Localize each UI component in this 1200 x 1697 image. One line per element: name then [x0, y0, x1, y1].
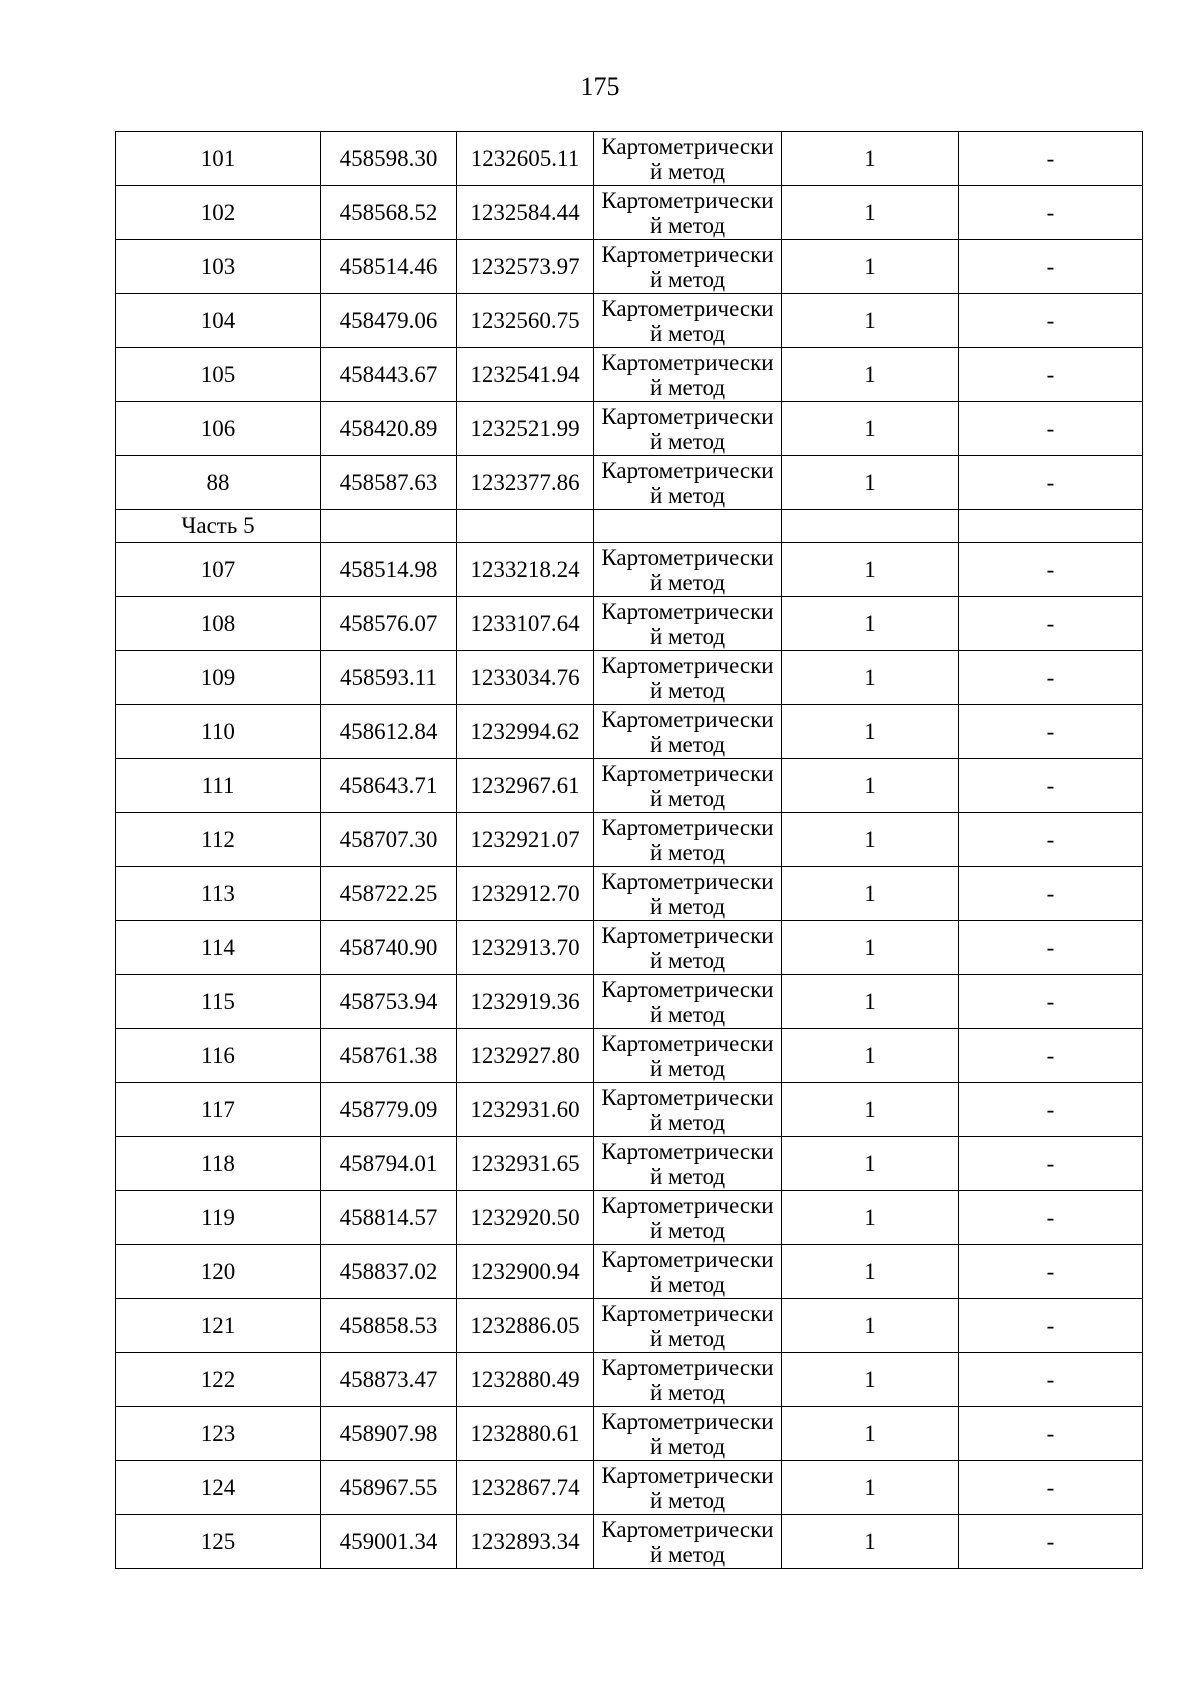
- point-number-cell: 104: [116, 294, 321, 348]
- table-row: [116, 1407, 1143, 1461]
- point-number-cell: 116: [116, 1029, 321, 1083]
- method-cell: [594, 1461, 782, 1515]
- page-number: 175: [580, 72, 620, 101]
- method-text-line1: Картометрически: [601, 1192, 774, 1218]
- table-row: [116, 1353, 1143, 1407]
- method-cell: [594, 1137, 782, 1191]
- method-text-line1: Картометрически: [601, 1138, 774, 1164]
- table-row: [116, 402, 1143, 456]
- table-row: [116, 240, 1143, 294]
- y-coordinate-cell: 1232931.60: [457, 1083, 594, 1137]
- accuracy-cell: 1: [782, 1299, 959, 1353]
- description-cell: -: [959, 867, 1143, 921]
- table-row: [116, 813, 1143, 867]
- point-number-cell: 123: [116, 1407, 321, 1461]
- method-text-line1: Картометрически: [601, 1084, 774, 1110]
- part-header-row: [116, 510, 1143, 543]
- description-cell: -: [959, 456, 1143, 510]
- x-coordinate-cell: 458837.02: [321, 1245, 457, 1299]
- point-number-cell: 113: [116, 867, 321, 921]
- point-number-cell: 120: [116, 1245, 321, 1299]
- method-text-line1: Картометрически: [601, 652, 774, 678]
- table-row: [116, 132, 1143, 186]
- description-cell: -: [959, 294, 1143, 348]
- method-cell: [594, 921, 782, 975]
- table-row: [116, 1083, 1143, 1137]
- method-text-line1: Картометрически: [601, 1246, 774, 1272]
- description-cell: -: [959, 1407, 1143, 1461]
- method-text-line2: й метод: [649, 1487, 726, 1513]
- accuracy-cell: 1: [782, 240, 959, 294]
- table-row: [116, 1515, 1143, 1569]
- table-row: [116, 705, 1143, 759]
- y-coordinate-cell: 1233218.24: [457, 543, 594, 597]
- method-text-line2: й метод: [649, 1109, 726, 1135]
- method-cell: [594, 294, 782, 348]
- point-number-cell: 112: [116, 813, 321, 867]
- method-cell: [594, 348, 782, 402]
- empty-cell: [321, 510, 457, 543]
- x-coordinate-cell: 458587.63: [321, 456, 457, 510]
- description-cell: -: [959, 186, 1143, 240]
- method-text-line1: Картометрически: [601, 544, 774, 570]
- accuracy-cell: 1: [782, 294, 959, 348]
- method-text-line2: й метод: [649, 1001, 726, 1027]
- description-cell: -: [959, 543, 1143, 597]
- point-number-cell: 124: [116, 1461, 321, 1515]
- accuracy-cell: 1: [782, 1137, 959, 1191]
- y-coordinate-cell: 1232927.80: [457, 1029, 594, 1083]
- method-text-line2: й метод: [649, 1271, 726, 1297]
- table-row: [116, 543, 1143, 597]
- x-coordinate-cell: 458967.55: [321, 1461, 457, 1515]
- empty-cell: [457, 510, 594, 543]
- description-cell: -: [959, 402, 1143, 456]
- x-coordinate-cell: 458858.53: [321, 1299, 457, 1353]
- x-coordinate-cell: 458907.98: [321, 1407, 457, 1461]
- empty-cell: [594, 510, 782, 543]
- accuracy-cell: 1: [782, 1191, 959, 1245]
- y-coordinate-cell: 1232867.74: [457, 1461, 594, 1515]
- method-text-line1: Картометрически: [601, 976, 774, 1002]
- table-row: [116, 1191, 1143, 1245]
- method-text-line2: й метод: [649, 374, 726, 400]
- point-number-cell: 122: [116, 1353, 321, 1407]
- table-row: [116, 1299, 1143, 1353]
- description-cell: -: [959, 1029, 1143, 1083]
- table-row: [116, 759, 1143, 813]
- method-text-line2: й метод: [649, 677, 726, 703]
- method-cell: [594, 186, 782, 240]
- method-text-line1: Картометрически: [601, 1462, 774, 1488]
- y-coordinate-cell: 1232605.11: [457, 132, 594, 186]
- y-coordinate-cell: 1232913.70: [457, 921, 594, 975]
- x-coordinate-cell: 458707.30: [321, 813, 457, 867]
- table-row: [116, 651, 1143, 705]
- accuracy-cell: 1: [782, 1407, 959, 1461]
- y-coordinate-cell: 1233107.64: [457, 597, 594, 651]
- method-cell: [594, 1191, 782, 1245]
- x-coordinate-cell: 458794.01: [321, 1137, 457, 1191]
- method-text-line1: Картометрически: [601, 1408, 774, 1434]
- description-cell: -: [959, 921, 1143, 975]
- point-number-cell: 119: [116, 1191, 321, 1245]
- x-coordinate-cell: 458593.11: [321, 651, 457, 705]
- y-coordinate-cell: 1232967.61: [457, 759, 594, 813]
- x-coordinate-cell: 458598.30: [321, 132, 457, 186]
- table-row: [116, 456, 1143, 510]
- y-coordinate-cell: 1232541.94: [457, 348, 594, 402]
- accuracy-cell: 1: [782, 1353, 959, 1407]
- accuracy-cell: 1: [782, 348, 959, 402]
- method-text-line2: й метод: [649, 482, 726, 508]
- description-cell: -: [959, 975, 1143, 1029]
- method-text-line2: й метод: [649, 947, 726, 973]
- method-text-line1: Картометрически: [601, 1300, 774, 1326]
- accuracy-cell: 1: [782, 1515, 959, 1569]
- method-text-line1: Картометрически: [601, 706, 774, 732]
- y-coordinate-cell: 1232921.07: [457, 813, 594, 867]
- point-number-cell: 115: [116, 975, 321, 1029]
- accuracy-cell: 1: [782, 921, 959, 975]
- y-coordinate-cell: 1232521.99: [457, 402, 594, 456]
- point-number-cell: 102: [116, 186, 321, 240]
- y-coordinate-cell: 1232920.50: [457, 1191, 594, 1245]
- point-number-cell: 108: [116, 597, 321, 651]
- x-coordinate-cell: 458753.94: [321, 975, 457, 1029]
- accuracy-cell: 1: [782, 705, 959, 759]
- y-coordinate-cell: 1232573.97: [457, 240, 594, 294]
- table-row: [116, 597, 1143, 651]
- point-number-cell: 125: [116, 1515, 321, 1569]
- method-text-line2: й метод: [649, 785, 726, 811]
- point-number-cell: 118: [116, 1137, 321, 1191]
- y-coordinate-cell: 1233034.76: [457, 651, 594, 705]
- y-coordinate-cell: 1232893.34: [457, 1515, 594, 1569]
- x-coordinate-cell: 458722.25: [321, 867, 457, 921]
- description-cell: -: [959, 1191, 1143, 1245]
- method-text-line2: й метод: [649, 623, 726, 649]
- method-cell: [594, 975, 782, 1029]
- method-text-line2: й метод: [649, 266, 726, 292]
- method-text-line1: Картометрически: [601, 1354, 774, 1380]
- description-cell: -: [959, 813, 1143, 867]
- method-cell: [594, 1299, 782, 1353]
- x-coordinate-cell: 458814.57: [321, 1191, 457, 1245]
- y-coordinate-cell: 1232912.70: [457, 867, 594, 921]
- method-cell: [594, 1515, 782, 1569]
- table-row: [116, 1137, 1143, 1191]
- table-row: [116, 348, 1143, 402]
- y-coordinate-cell: 1232584.44: [457, 186, 594, 240]
- point-number-cell: 103: [116, 240, 321, 294]
- method-text-line2: й метод: [649, 1217, 726, 1243]
- method-cell: [594, 1407, 782, 1461]
- method-text-line2: й метод: [649, 1379, 726, 1405]
- method-text-line2: й метод: [649, 569, 726, 595]
- method-cell: [594, 402, 782, 456]
- accuracy-cell: 1: [782, 1245, 959, 1299]
- x-coordinate-cell: 458761.38: [321, 1029, 457, 1083]
- empty-cell: [782, 510, 959, 543]
- method-text-line2: й метод: [649, 893, 726, 919]
- table-body: [116, 132, 1143, 1569]
- description-cell: -: [959, 240, 1143, 294]
- table-row: [116, 975, 1143, 1029]
- accuracy-cell: 1: [782, 402, 959, 456]
- method-text-line2: й метод: [649, 731, 726, 757]
- description-cell: -: [959, 1083, 1143, 1137]
- y-coordinate-cell: 1232994.62: [457, 705, 594, 759]
- y-coordinate-cell: 1232880.49: [457, 1353, 594, 1407]
- empty-cell: [959, 510, 1143, 543]
- method-text-line2: й метод: [649, 428, 726, 454]
- x-coordinate-cell: 458612.84: [321, 705, 457, 759]
- x-coordinate-cell: 458479.06: [321, 294, 457, 348]
- method-text-line1: Картометрически: [601, 598, 774, 624]
- x-coordinate-cell: 458514.98: [321, 543, 457, 597]
- accuracy-cell: 1: [782, 813, 959, 867]
- method-text-line1: Картометрически: [601, 457, 774, 483]
- table-row: [116, 294, 1143, 348]
- description-cell: -: [959, 1137, 1143, 1191]
- description-cell: -: [959, 1299, 1143, 1353]
- method-cell: [594, 1029, 782, 1083]
- method-cell: [594, 759, 782, 813]
- method-text-line1: Картометрически: [601, 922, 774, 948]
- x-coordinate-cell: 458873.47: [321, 1353, 457, 1407]
- description-cell: -: [959, 348, 1143, 402]
- method-text-line2: й метод: [649, 158, 726, 184]
- accuracy-cell: 1: [782, 1083, 959, 1137]
- y-coordinate-cell: 1232900.94: [457, 1245, 594, 1299]
- method-text-line2: й метод: [649, 320, 726, 346]
- method-cell: [594, 597, 782, 651]
- method-cell: [594, 651, 782, 705]
- method-text-line2: й метод: [649, 1055, 726, 1081]
- y-coordinate-cell: 1232560.75: [457, 294, 594, 348]
- method-text-line1: Картометрически: [601, 760, 774, 786]
- method-text-line1: Картометрически: [601, 814, 774, 840]
- description-cell: -: [959, 1515, 1143, 1569]
- description-cell: -: [959, 1353, 1143, 1407]
- x-coordinate-cell: 458443.67: [321, 348, 457, 402]
- x-coordinate-cell: 458576.07: [321, 597, 457, 651]
- table-row: [116, 1245, 1143, 1299]
- description-cell: -: [959, 651, 1143, 705]
- method-cell: [594, 1083, 782, 1137]
- x-coordinate-cell: 458568.52: [321, 186, 457, 240]
- accuracy-cell: 1: [782, 759, 959, 813]
- point-number-cell: 117: [116, 1083, 321, 1137]
- point-number-cell: 88: [116, 456, 321, 510]
- method-text-line2: й метод: [649, 1541, 726, 1567]
- method-text-line1: Картометрически: [601, 1030, 774, 1056]
- point-number-cell: 114: [116, 921, 321, 975]
- x-coordinate-cell: 458740.90: [321, 921, 457, 975]
- point-number-cell: 109: [116, 651, 321, 705]
- accuracy-cell: 1: [782, 132, 959, 186]
- accuracy-cell: 1: [782, 975, 959, 1029]
- point-number-cell: 101: [116, 132, 321, 186]
- method-cell: [594, 240, 782, 294]
- table-row: [116, 921, 1143, 975]
- description-cell: -: [959, 705, 1143, 759]
- method-cell: [594, 705, 782, 759]
- description-cell: -: [959, 1461, 1143, 1515]
- accuracy-cell: 1: [782, 543, 959, 597]
- table-row: [116, 1461, 1143, 1515]
- part-label: Часть 5: [116, 510, 321, 543]
- method-cell: [594, 543, 782, 597]
- x-coordinate-cell: 458779.09: [321, 1083, 457, 1137]
- accuracy-cell: 1: [782, 867, 959, 921]
- point-number-cell: 111: [116, 759, 321, 813]
- method-cell: [594, 1353, 782, 1407]
- method-text-line1: Картометрически: [601, 1516, 774, 1542]
- method-text-line2: й метод: [649, 1433, 726, 1459]
- table-row: [116, 867, 1143, 921]
- point-number-cell: 106: [116, 402, 321, 456]
- y-coordinate-cell: 1232931.65: [457, 1137, 594, 1191]
- description-cell: -: [959, 597, 1143, 651]
- description-cell: -: [959, 132, 1143, 186]
- method-cell: [594, 456, 782, 510]
- method-cell: [594, 132, 782, 186]
- table-row: [116, 186, 1143, 240]
- method-text-line2: й метод: [649, 212, 726, 238]
- method-text-line1: Картометрически: [601, 868, 774, 894]
- method-text-line2: й метод: [649, 1325, 726, 1351]
- accuracy-cell: 1: [782, 1029, 959, 1083]
- accuracy-cell: 1: [782, 186, 959, 240]
- x-coordinate-cell: 458514.46: [321, 240, 457, 294]
- y-coordinate-cell: 1232919.36: [457, 975, 594, 1029]
- accuracy-cell: 1: [782, 1461, 959, 1515]
- y-coordinate-cell: 1232880.61: [457, 1407, 594, 1461]
- method-cell: [594, 813, 782, 867]
- method-text-line2: й метод: [649, 839, 726, 865]
- y-coordinate-cell: 1232377.86: [457, 456, 594, 510]
- method-text-line1: Картометрически: [601, 241, 774, 267]
- x-coordinate-cell: 458420.89: [321, 402, 457, 456]
- accuracy-cell: 1: [782, 597, 959, 651]
- x-coordinate-cell: 458643.71: [321, 759, 457, 813]
- x-coordinate-cell: 459001.34: [321, 1515, 457, 1569]
- method-text-line1: Картометрически: [601, 133, 774, 159]
- description-cell: -: [959, 759, 1143, 813]
- method-text-line1: Картометрически: [601, 295, 774, 321]
- point-number-cell: 110: [116, 705, 321, 759]
- y-coordinate-cell: 1232886.05: [457, 1299, 594, 1353]
- coordinates-table: [115, 131, 1143, 1569]
- method-text-line2: й метод: [649, 1163, 726, 1189]
- point-number-cell: 107: [116, 543, 321, 597]
- table-row: [116, 1029, 1143, 1083]
- description-cell: -: [959, 1245, 1143, 1299]
- accuracy-cell: 1: [782, 456, 959, 510]
- accuracy-cell: 1: [782, 651, 959, 705]
- point-number-cell: 121: [116, 1299, 321, 1353]
- method-cell: [594, 1245, 782, 1299]
- method-text-line1: Картометрически: [601, 187, 774, 213]
- method-cell: [594, 867, 782, 921]
- point-number-cell: 105: [116, 348, 321, 402]
- method-text-line1: Картометрически: [601, 349, 774, 375]
- method-text-line1: Картометрически: [601, 403, 774, 429]
